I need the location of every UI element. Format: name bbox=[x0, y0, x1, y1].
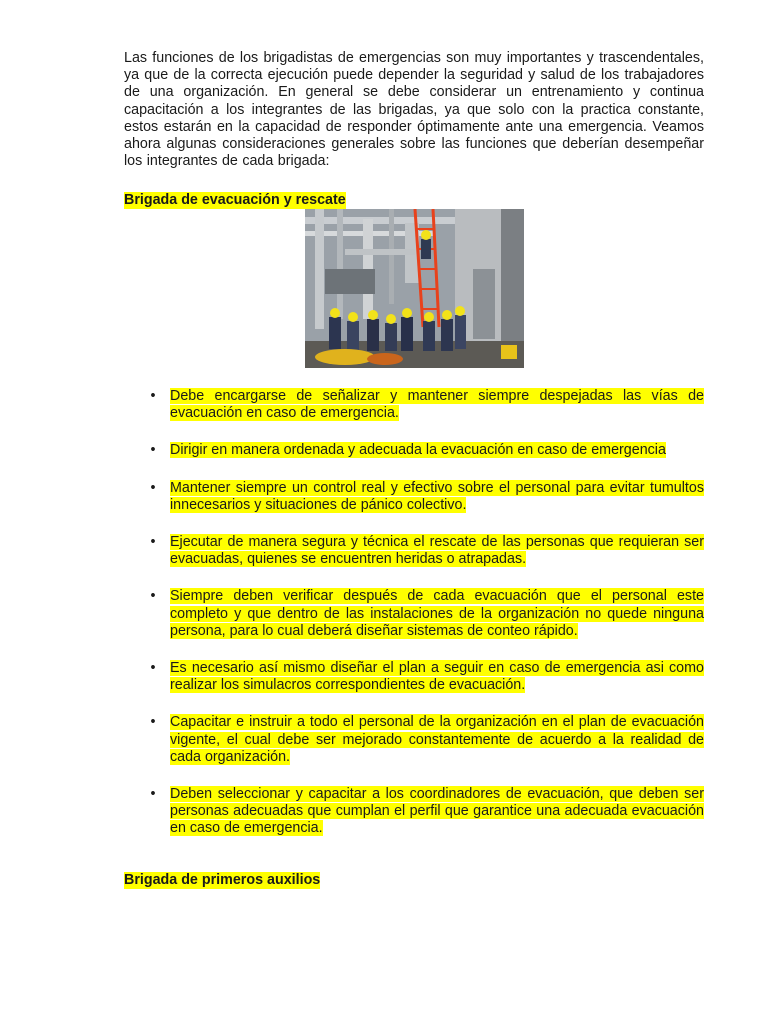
section-heading-evacuation bbox=[124, 192, 346, 209]
list-item bbox=[124, 714, 704, 766]
list-item-text: Capacitar e instruir a todo el personal de la organización en el plan de evacuación vigente, el cual debe ser mejorado constantemente de acuerdo a la realidad de cada organización. bbox=[170, 714, 704, 765]
list-item bbox=[124, 442, 704, 459]
rescue-drill-photo bbox=[305, 209, 524, 368]
list-item bbox=[124, 588, 704, 640]
list-item bbox=[124, 534, 704, 568]
list-item-text: Deben seleccionar y capacitar a los coordinadores de evacuación, que deben ser personas adecuadas que cumplan el perfil que garantice una adecuada evacuación en caso de emergencia. bbox=[170, 786, 704, 837]
bullet-icon: • bbox=[150, 534, 156, 551]
rescue-drill-illustration bbox=[305, 209, 524, 368]
bullet-icon: • bbox=[150, 786, 156, 803]
bullet-icon: • bbox=[150, 388, 156, 404]
section-heading-first-aid-text: Brigada de primeros auxilios bbox=[124, 872, 321, 888]
list-item-text: Siempre deben verificar después de cada evacuación que el personal este completo y que dentro de las instalaciones de la organización no quede ninguna persona, para lo cual deberá diseñar sistemas de conteo rápido. bbox=[170, 588, 704, 639]
list-item-text: Debe encargarse de señalizar y mantener siempre despejadas las vías de evacuación en caso de emergencia. bbox=[170, 388, 704, 422]
evacuation-duties-list bbox=[124, 388, 704, 858]
bullet-icon: • bbox=[150, 660, 156, 677]
bullet-icon: • bbox=[150, 479, 156, 496]
list-item-text: Mantener siempre un control real y efectivo sobre el personal para evitar tumultos innecesarios y situaciones de pánico colectivo. bbox=[170, 479, 704, 513]
document-page bbox=[124, 50, 704, 888]
list-item bbox=[124, 480, 704, 514]
section-heading-evacuation-text: Brigada de evacuación y rescate bbox=[124, 192, 346, 208]
list-item-text: Ejecutar de manera segura y técnica el rescate de las personas que requieran ser evacuadas, quienes se encuentren heridas o atrapadas. bbox=[170, 534, 704, 568]
list-item bbox=[124, 388, 704, 422]
bullet-icon: • bbox=[150, 714, 156, 731]
intro-paragraph: Las funciones de los brigadistas de emergencias son muy importantes y trascendentales, ya que de la correcta ejecución puede depender la seguridad y salud de los trabajadores de una organización. En general se debe considerar un entrenamiento y continua capacitación a los integrantes de las brigadas, ya que solo con la practica constante, estos estarán en la capacidad de responder óptimamente ante una emergencia. Veamos ahora algunas consideraciones generales sobre las funciones que deberían desempeñar los integrantes de cada brigada: bbox=[124, 50, 704, 170]
list-item-text: Dirigir en manera ordenada y adecuada la evacuación en caso de emergencia bbox=[170, 442, 666, 459]
list-item-text: Es necesario así mismo diseñar el plan a seguir en caso de emergencia asi como realizar los simulacros correspondientes de evacuación. bbox=[170, 660, 704, 694]
section-heading-first-aid bbox=[124, 872, 320, 889]
list-item bbox=[124, 786, 704, 838]
bullet-icon: • bbox=[150, 442, 156, 459]
bullet-icon: • bbox=[150, 588, 156, 605]
list-item bbox=[124, 660, 704, 694]
